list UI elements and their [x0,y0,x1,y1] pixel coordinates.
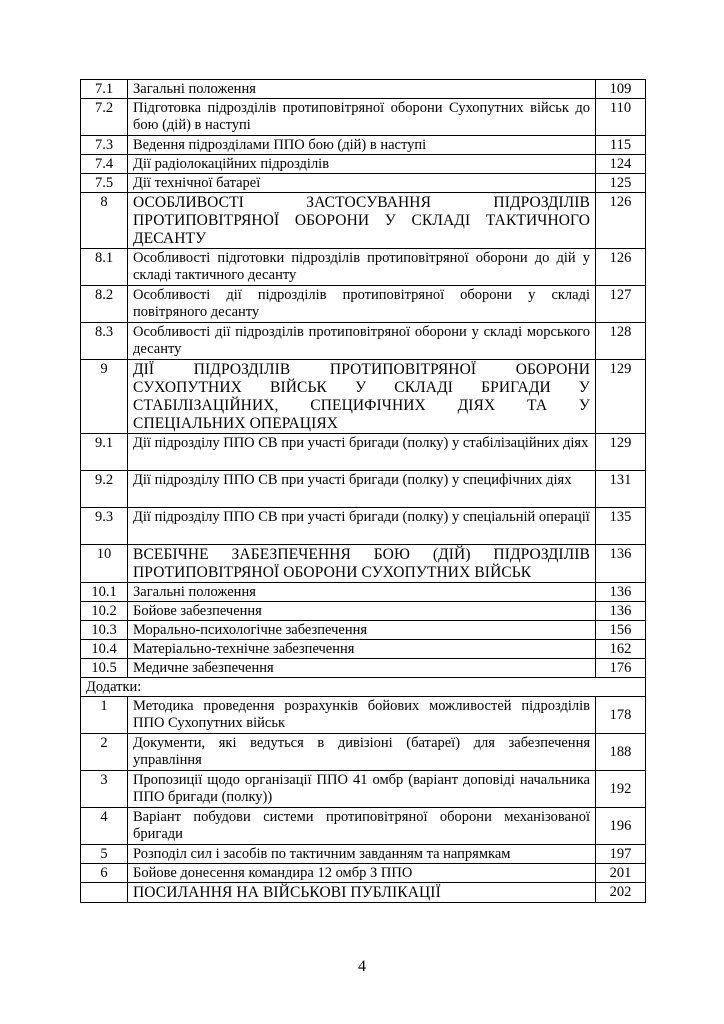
appendix-row [81,864,646,883]
entry-page: 109 [596,80,646,99]
entry-number: 10.5 [81,659,128,678]
entry-title: Медичне забезпечення [128,659,596,678]
entry-title: Підготовка підрозділів протиповітряної оборони Сухопутних військ до бою (дій) в наступі [128,99,596,136]
entry-number: 7.3 [81,136,128,155]
toc-row [81,471,646,508]
appendix-row [81,771,646,808]
toc-row [81,640,646,659]
entry-number: 9.2 [81,471,128,508]
entry-title: Розподіл сил і засобів по тактичним завданням та напрямкам [128,845,596,864]
entry-page: 197 [596,845,646,864]
entry-title: Особливості дії підрозділів протиповітряної оборони у складі повітряного десанту [128,286,596,323]
toc-row [81,249,646,286]
toc-row [81,508,646,545]
entry-title: ОСОБЛИВОСТІ ЗАСТОСУВАННЯ ПІДРОЗДІЛІВ ПРОТИПОВІТРЯНОЇ ОБОРОНИ У СКЛАДІ ТАКТИЧНОГО ДЕСАНТУ [128,193,596,249]
toc-row [81,545,646,583]
entry-number: 7.2 [81,99,128,136]
entry-page: 129 [596,360,646,434]
entry-number: 10.2 [81,602,128,621]
entry-page: 110 [596,99,646,136]
appendix-row [81,883,646,903]
entry-page: 136 [596,545,646,583]
entry-number: 7.1 [81,80,128,99]
toc-row [81,323,646,360]
entry-number: 9 [81,360,128,434]
toc-row [81,174,646,193]
toc-row [81,155,646,174]
entry-title: Особливості підготовки підрозділів протиповітряної оборони до дій у складі тактичного десанту [128,249,596,286]
entry-number: 7.5 [81,174,128,193]
table-of-contents [80,79,646,903]
entry-title: Ведення підрозділами ППО бою (дій) в наступі [128,136,596,155]
entry-number: 7.4 [81,155,128,174]
entry-title: Матеріально-технічне забезпечення [128,640,596,659]
entry-page: 125 [596,174,646,193]
entry-title: Особливості дії підрозділів протиповітряної оборони у складі морського десанту [128,323,596,360]
toc-row [81,434,646,471]
appendix-header: Додатки: [81,678,646,697]
entry-title: Документи, які ведуться в дивізіоні (батареї) для забезпечення управління [128,734,596,771]
entry-number: 4 [81,808,128,845]
entry-page: 124 [596,155,646,174]
entry-page: 192 [596,771,646,808]
entry-page: 136 [596,583,646,602]
entry-page: 115 [596,136,646,155]
entry-number: 6 [81,864,128,883]
entry-page: 156 [596,621,646,640]
entry-number: 10 [81,545,128,583]
entry-title: Дії підрозділу ППО СВ при участі бригади (полку) у специфічних діях [128,471,596,508]
entry-number: 10.1 [81,583,128,602]
entry-number: 10.4 [81,640,128,659]
appendix-header-row [81,678,646,697]
entry-page: 129 [596,434,646,471]
toc-row [81,602,646,621]
entry-title: Загальні положення [128,80,596,99]
entry-number: 8.1 [81,249,128,286]
entry-title: Бойове донесення командира 12 омбр З ППО [128,864,596,883]
entry-page: 162 [596,640,646,659]
entry-title: Морально-психологічне забезпечення [128,621,596,640]
entry-title: Дії підрозділу ППО СВ при участі бригади (полку) у стабілізаційних діях [128,434,596,471]
entry-number [81,883,128,903]
toc-row [81,286,646,323]
toc-row [81,621,646,640]
entry-page: 131 [596,471,646,508]
entry-number: 8.3 [81,323,128,360]
entry-page: 176 [596,659,646,678]
toc-row [81,360,646,434]
appendix-row [81,808,646,845]
entry-number: 3 [81,771,128,808]
entry-title: ВСЕБІЧНЕ ЗАБЕЗПЕЧЕННЯ БОЮ (ДІЙ) ПІДРОЗДІЛІВ ПРОТИПОВІТРЯНОЇ ОБОРОНИ СУХОПУТНИХ ВІЙСЬК [128,545,596,583]
entry-page: 126 [596,249,646,286]
entry-number: 9.1 [81,434,128,471]
appendix-row [81,734,646,771]
entry-title: Пропозиції щодо організації ППО 41 омбр (варіант доповіді начальника ППО бригади (полку)) [128,771,596,808]
entry-title: ПОСИЛАННЯ НА ВІЙСЬКОВІ ПУБЛІКАЦІЇ [128,883,596,903]
entry-title: Дії технічної батареї [128,174,596,193]
appendix-row [81,697,646,734]
entry-title: ДІЇ ПІДРОЗДІЛІВ ПРОТИПОВІТРЯНОЇ ОБОРОНИ СУХОПУТНИХ ВІЙСЬК У СКЛАДІ БРИГАДИ У СТАБІЛІЗАЦІЙНИХ, СПЕЦИФІЧНИХ ДІЯХ ТА У СПЕЦІАЛЬНИХ ОПЕРАЦІЯХ [128,360,596,434]
entry-title: Дії підрозділу ППО СВ при участі бригади (полку) у спеціальній операції [128,508,596,545]
entry-title: Загальні положення [128,583,596,602]
entry-page: 128 [596,323,646,360]
entry-number: 2 [81,734,128,771]
entry-number: 8 [81,193,128,249]
toc-row [81,193,646,249]
toc-row [81,80,646,99]
entry-page: 126 [596,193,646,249]
entry-page: 201 [596,864,646,883]
toc-row [81,136,646,155]
page-number: 4 [358,958,366,975]
entry-number: 5 [81,845,128,864]
toc-row [81,99,646,136]
toc-body [81,80,646,903]
entry-title: Варіант побудови системи протиповітряної оборони механізованої бригади [128,808,596,845]
entry-title: Методика проведення розрахунків бойових можливостей підрозділів ППО Сухопутних військ [128,697,596,734]
entry-number: 1 [81,697,128,734]
entry-number: 8.2 [81,286,128,323]
appendix-row [81,845,646,864]
entry-number: 9.3 [81,508,128,545]
toc-row [81,659,646,678]
entry-page: 178 [596,697,646,734]
toc-row [81,583,646,602]
entry-page: 202 [596,883,646,903]
entry-title: Дії радіолокаційних підрозділів [128,155,596,174]
entry-page: 136 [596,602,646,621]
entry-page: 135 [596,508,646,545]
entry-page: 188 [596,734,646,771]
entry-number: 10.3 [81,621,128,640]
entry-title: Бойове забезпечення [128,602,596,621]
entry-page: 196 [596,808,646,845]
entry-page: 127 [596,286,646,323]
